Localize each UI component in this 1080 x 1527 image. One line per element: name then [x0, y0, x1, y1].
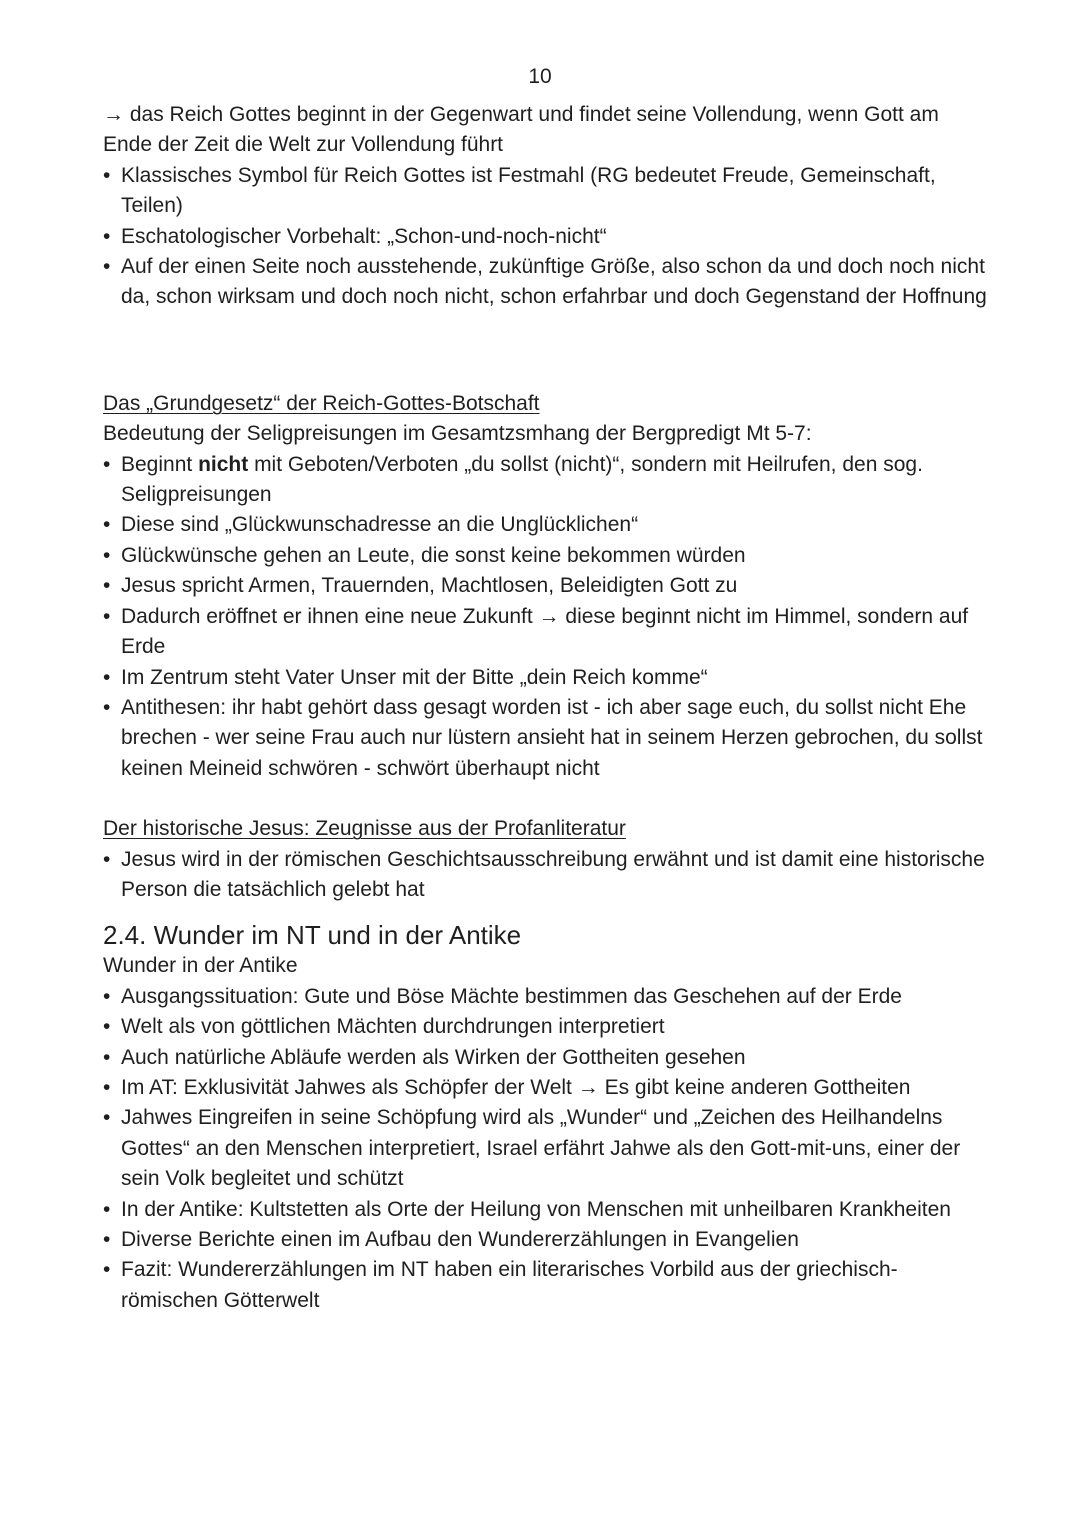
list-item: • Antithesen: ihr habt gehört dass gesagt worden ist - ich aber sage euch, du sollst nicht Ehe brechen - wer seine Frau auch nur lüstern ansieht hat in seinem Herzen gebrochen, du sollst keinen Meineid schwören - schwört überhaupt nicht [103, 693, 993, 784]
intro-bullet-list [103, 161, 993, 313]
list-item: • Glückwünsche gehen an Leute, die sonst keine bekommen würden [103, 541, 993, 571]
bullet-icon: • [103, 665, 111, 689]
bullet-icon: • [103, 1015, 111, 1039]
section-subtitle-grundgesetz: Bedeutung der Seligpreisungen im Gesamtzsmhang der Bergpredigt Mt 5-7: [103, 422, 812, 446]
list-item: • Fazit: Wundererzählungen im NT haben ein literarisches Vorbild aus der griechisch-römischen Götterwelt [103, 1255, 993, 1316]
list-item: • Diese sind „Glückwunschadresse an die Unglücklichen“ [103, 510, 993, 540]
bullet-icon: • [103, 604, 111, 628]
bullet-icon: • [103, 1045, 111, 1069]
bullet-icon: • [103, 695, 111, 719]
bullet-icon: • [103, 543, 111, 567]
grundgesetz-bullet-list [103, 450, 993, 784]
list-item: • Jesus wird in der römischen Geschichtsausschreibung erwähnt und ist damit eine historische Person die tatsächlich gelebt hat [103, 845, 993, 906]
list-item: • Klassisches Symbol für Reich Gottes ist Festmahl (RG bedeutet Freude, Gemeinschaft, Teilen) [103, 161, 993, 222]
section-title-historisch: Der historische Jesus: Zeugnisse aus der Profanliteratur [103, 817, 626, 841]
bullet-icon: • [103, 847, 111, 871]
list-item: • Eschatologischer Vorbehalt: „Schon-und-noch-nicht“ [103, 222, 993, 252]
bullet-icon: • [103, 1106, 111, 1130]
intro-text: das Reich Gottes beginnt in der Gegenwart und findet seine Vollendung, wenn Gott am Ende der Zeit die Welt zur Vollendung führt [103, 103, 939, 157]
list-item: • Diverse Berichte einen im Aufbau den Wundererzählungen in Evangelien [103, 1225, 993, 1255]
bullet-icon: • [103, 1258, 111, 1282]
list-item: • In der Antike: Kultstetten als Orte der Heilung von Menschen mit unheilbaren Krankheiten [103, 1195, 993, 1225]
page-content [103, 100, 993, 1316]
section-subtitle-wunder: Wunder in der Antike [103, 954, 298, 978]
intro-paragraph [103, 100, 993, 161]
list-item: • Dadurch eröffnet er ihnen eine neue Zukunft → diese beginnt nicht im Himmel, sondern auf Erde [103, 602, 993, 663]
historisch-bullet-list [103, 845, 993, 906]
bullet-icon: • [103, 1197, 111, 1221]
list-item: • Auch natürliche Abläufe werden als Wirken der Gottheiten gesehen [103, 1043, 993, 1073]
page-number: 10 [528, 65, 552, 88]
wunder-bullet-list [103, 982, 993, 1316]
section-title-grundgesetz: Das „Grundgesetz“ der Reich-Gottes-Botschaft [103, 391, 540, 415]
list-item: • Im AT: Exklusivität Jahwes als Schöpfer der Welt → Es gibt keine anderen Gottheiten [103, 1073, 993, 1103]
list-item: • Welt als von göttlichen Mächten durchdrungen interpretiert [103, 1012, 993, 1042]
list-item: • Auf der einen Seite noch ausstehende, zukünftige Größe, also schon da und doch noch nicht da, schon wirksam und doch noch nicht, schon erfahrbar und doch Gegenstand der Hoffnung [103, 252, 993, 313]
list-item: • Jesus spricht Armen, Trauernden, Machtlosen, Beleidigten Gott zu [103, 571, 993, 601]
bullet-icon: • [103, 984, 111, 1008]
section-heading-wunder: 2.4. Wunder im NT und in der Antike [103, 920, 522, 951]
bullet-icon: • [103, 513, 111, 537]
bullet-icon: • [103, 163, 111, 187]
bullet-icon: • [103, 1228, 111, 1251]
emphasis-text: nicht [198, 452, 249, 476]
arrow-icon: → [103, 103, 124, 126]
bullet-icon: • [103, 1075, 111, 1099]
bullet-icon: • [103, 452, 111, 476]
bullet-icon: • [103, 255, 111, 279]
bullet-icon: • [103, 574, 111, 598]
bullet-icon: • [103, 224, 111, 248]
list-item: • Ausgangssituation: Gute und Böse Mächte bestimmen das Geschehen auf der Erde [103, 982, 993, 1012]
list-item: • Im Zentrum steht Vater Unser mit der Bitte „dein Reich komme“ [103, 663, 993, 693]
list-item: • Jahwes Eingreifen in seine Schöpfung wird als „Wunder“ und „Zeichen des Heilhandelns Gottes“ an den Menschen interpretiert, Israel erfährt Jahwe als den Gott-mit-uns, einer der sein Volk begleitet und schützt [103, 1103, 993, 1194]
list-item: • Beginnt nicht mit Geboten/Verboten „du sollst (nicht)“, sondern mit Heilrufen, den sog. Seligpreisungen [103, 450, 993, 511]
